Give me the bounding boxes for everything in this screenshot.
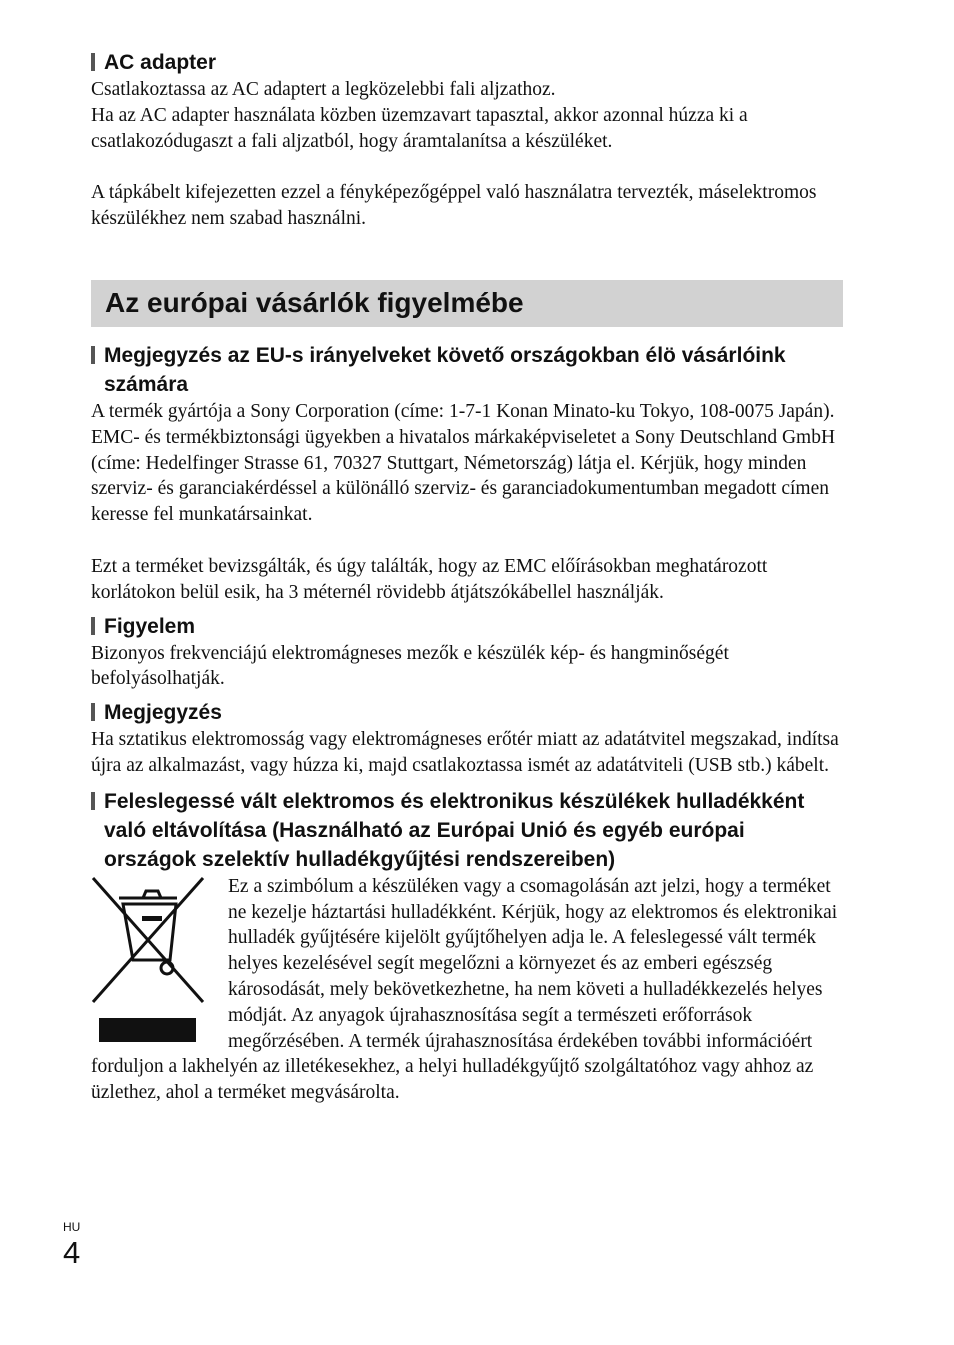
ac-adapter-paragraph-2: A tápkábelt kifejezetten ezzel a fényképezőgéppel való használatra tervezték, máselektromos készülékhez nem szabad használni. [91, 182, 817, 230]
document-page [91, 48, 843, 1106]
note-paragraph: Ha sztatikus elektromosság vagy elektromágneses erőtér miatt az adatátvitel megszakad, indítsa újra az alkalmazást, vagy húzza ki, majd csatlakoztassa ismét az adatátviteli (USB stb.) kábelt. [91, 729, 839, 776]
warning-paragraph: Bizonyos frekvenciájú elektromágneses mezők e készülék kép- és hangminőségét befolyásolhatják. [91, 642, 729, 690]
eu-notice-heading: Megjegyzés az EU-s irányelveket követő országokban élö vásárlóink számára [91, 341, 804, 399]
weee-heading: Feleslegessé vált elektromos és elektronikus készülékek hulladékként való eltávolítása (Használható az Európai Unió és egyéb európai országok szelektív hulladékgyűjtési rendszereiben) [91, 787, 839, 874]
language-code: HU [63, 1220, 81, 1234]
note-heading: Megjegyzés [91, 698, 843, 727]
eu-notice-paragraph-2: Ezt a terméket bevizsgálták, és úgy találták, hogy az EMC előírásokban meghatározott korlátokon belül esik, ha 3 méternél rövidebb átjátszókábellel használják. [91, 555, 768, 603]
page-number: 4 [63, 1235, 81, 1270]
warning-heading: Figyelem [91, 612, 843, 641]
section-banner [91, 280, 843, 327]
eu-notice-paragraph-1: A termék gyártója a Sony Corporation (címe: 1-7-1 Konan Minato-ku Tokyo, 108-0075 Japán). EMC- és termékbiztonsági ügyekben a hivatalos márkaképviseletet a Sony Deutschland GmbH (címe: Hedelfinger Strasse 61, 70327 Stuttgart, Németország) látja el. Kérjük, hogy minden szerviz- és garanciakérdéssel a különálló szerviz- és garanciadokumentumban megadott címen keresse fel munkatársainkat. [91, 400, 836, 526]
ac-adapter-paragraph-1: Csatlakoztassa az AC adaptert a legközelebbi fali aljzathoz. Ha az AC adapter használata közben üzemzavart tapasztal, akkor azonnal húzza ki a csatlakozódugaszt a fali aljzatból, hogy áramtalanítsa a készüléket. [91, 79, 748, 152]
crossed-out-wheelie-bin-icon [91, 876, 206, 1054]
section-banner-title: Az európai vásárlók figyelmébe [105, 287, 524, 319]
weee-block [91, 874, 843, 1106]
ac-adapter-heading: AC adapter [91, 48, 843, 77]
weee-paragraph: Ez a szimbólum a készüléken vagy a csomagolásán azt jelzi, hogy a terméket ne kezelje háztartási hulladékként. Kérjük, hogy az elektromos és elektronikai hulladék gyűjtésére kijelölt gyűjtőhelyen adja le. A feleslegessé vált termék helyes kezelésével segít megelőzni a környezet és az emberi egészség károsodását, mely bekövetkezhetne, ha nem követi a hulladékkezelés helyes módját. Az anyagok újrahasznosítása segít a természeti erőforrások megőrzésében. A termék újrahasznosítása érdekében további információért forduljon a lakhelyén az illetékesekhez, a helyi hulladékgyűjtő szolgáltatóhoz vagy ahhoz az üzlethez, ahol a terméket megvásárolta. [91, 875, 838, 1104]
